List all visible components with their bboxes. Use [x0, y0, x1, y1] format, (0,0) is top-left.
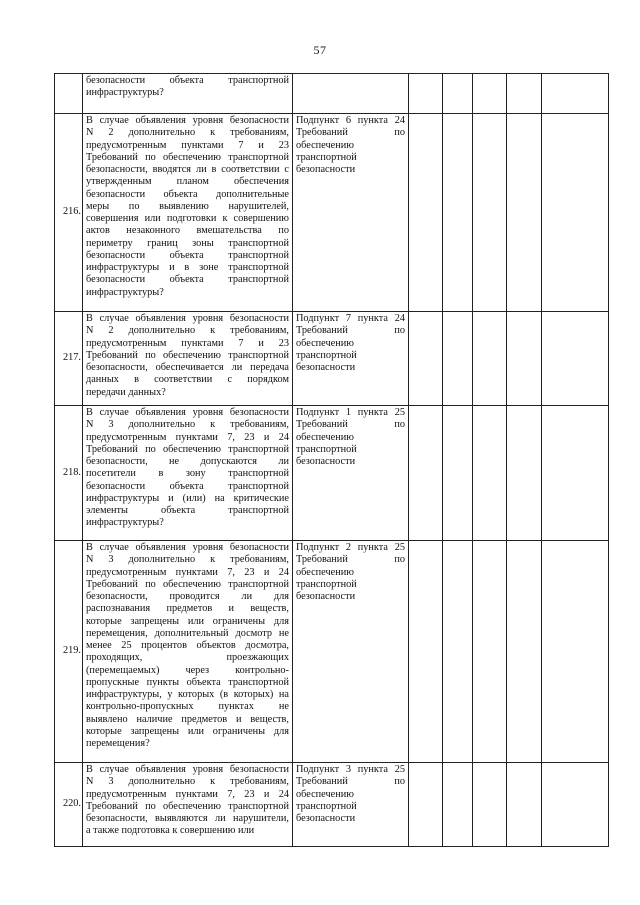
question-line: инфраструктуры?: [86, 286, 164, 298]
answer-cell[interactable]: [507, 406, 542, 541]
page-number: 57: [313, 43, 327, 57]
question-line: N 2 дополнительно к требованиям,: [86, 127, 289, 139]
answer-cell[interactable]: [542, 312, 609, 406]
reference-line: Требований по: [296, 127, 405, 139]
question-line: В случае объявления уровня безопасности: [86, 115, 289, 126]
question-line: элементы объекта транспортной: [86, 505, 289, 516]
answer-cell[interactable]: [473, 406, 507, 541]
question-line: распознавания предметов и веществ,: [86, 603, 289, 615]
question-line: N 3 дополнительно к требованиям,: [86, 554, 289, 566]
checklist-table: [54, 73, 609, 847]
question-line: менее 25 процентов объектов досмотра,: [86, 640, 289, 651]
question-line: В случае объявления уровня безопасности: [86, 407, 289, 418]
row-number: 219.: [55, 541, 83, 763]
row-number: [55, 74, 83, 114]
question-line: данных в соответствии с порядком: [86, 374, 289, 386]
reference-cell: [293, 763, 409, 847]
table-row: [55, 406, 609, 541]
question-line: предусмотренным пунктами 7 и 23: [86, 337, 289, 349]
row-number: 220.: [55, 763, 83, 847]
reference-line: Требований по: [296, 419, 405, 431]
reference-cell: [293, 114, 409, 312]
reference-line: транспортной: [296, 349, 357, 361]
answer-cell[interactable]: [542, 541, 609, 763]
table-row: [55, 312, 609, 406]
question-line: проходящих, проезжающих: [86, 652, 289, 664]
row-number: 216.: [55, 114, 83, 312]
reference-line: обеспечению: [296, 337, 354, 349]
question-line: Требований по обеспечению транспортной: [86, 443, 289, 455]
question-line: инфраструктуры?: [86, 87, 164, 99]
row-number: 217.: [55, 312, 83, 406]
answer-cell[interactable]: [473, 541, 507, 763]
answer-cell[interactable]: [507, 312, 542, 406]
answer-cell[interactable]: [542, 406, 609, 541]
reference-line: Подпункт 7 пункта 24: [296, 313, 405, 324]
question-line: Требований по обеспечению транспортной: [86, 800, 289, 812]
question-line: которые запрещены или ограничены для: [86, 725, 289, 737]
table-row: [55, 74, 609, 114]
question-line: предусмотренным пунктами 7, 23 и 24: [86, 566, 289, 578]
answer-cell[interactable]: [542, 114, 609, 312]
reference-line: безопасности: [296, 591, 356, 602]
reference-line: Подпункт 1 пункта 25: [296, 407, 405, 418]
answer-cell[interactable]: [443, 114, 473, 312]
row-number: 218.: [55, 406, 83, 541]
question-line: В случае объявления уровня безопасности: [86, 764, 289, 775]
reference-line: обеспечению: [296, 139, 354, 151]
reference-cell: [293, 406, 409, 541]
answer-cell[interactable]: [409, 541, 443, 763]
question-line: контрольно-пропускных пунктах не: [86, 701, 289, 713]
answer-cell[interactable]: [542, 763, 609, 847]
reference-cell: [293, 312, 409, 406]
question-line: утвержденным планом обеспечения: [86, 176, 289, 188]
question-line: которые запрещены или ограничены для: [86, 615, 289, 627]
reference-line: Требований по: [296, 325, 405, 337]
question-line: безопасности объекта транспортной: [86, 480, 289, 492]
reference-line: Требований по: [296, 554, 405, 566]
question-line: предусмотренным пунктами 7, 23 и 24: [86, 788, 289, 800]
question-line: перемещения, дополнительный досмотр не: [86, 627, 289, 639]
question-line: меры по выявлению нарушителей,: [86, 200, 289, 212]
reference-line: Подпункт 3 пункта 25: [296, 764, 405, 775]
question-line: N 3 дополнительно к требованиям,: [86, 419, 289, 431]
question-line: N 3 дополнительно к требованиям,: [86, 776, 289, 788]
table-row: [55, 541, 609, 763]
answer-cell[interactable]: [443, 406, 473, 541]
answer-cell[interactable]: [443, 763, 473, 847]
question-line: предусмотренным пунктами 7 и 23: [86, 139, 289, 151]
answer-cell[interactable]: [542, 74, 609, 114]
question-line: В случае объявления уровня безопасности: [86, 542, 289, 553]
question-line: Требований по обеспечению транспортной: [86, 151, 289, 163]
question-line: инфраструктуры и (или) на критические: [86, 492, 289, 504]
question-cell: [83, 406, 293, 541]
answer-cell[interactable]: [473, 74, 507, 114]
reference-line: транспортной: [296, 443, 357, 455]
question-line: Требований по обеспечению транспортной: [86, 349, 289, 361]
reference-line: безопасности: [296, 362, 356, 373]
question-line: перемещения?: [86, 738, 150, 749]
question-line: безопасности объекта транспортной: [86, 75, 289, 86]
question-cell: [83, 312, 293, 406]
reference-line: Подпункт 2 пункта 25: [296, 542, 405, 553]
answer-cell[interactable]: [507, 763, 542, 847]
question-line: совершения или подготовки к совершению: [86, 213, 289, 224]
answer-cell[interactable]: [409, 406, 443, 541]
reference-line: обеспечению: [296, 431, 354, 443]
reference-line: транспортной: [296, 800, 357, 812]
question-line: безопасности объекта транспортной: [86, 274, 289, 286]
table-row: [55, 763, 609, 847]
answer-cell[interactable]: [507, 114, 542, 312]
question-line: а также подготовка к совершению или: [86, 825, 255, 837]
question-line: выявлено наличие предметов и веществ,: [86, 713, 289, 725]
answer-cell[interactable]: [443, 74, 473, 114]
question-line: периметру границ зоны транспортной: [86, 237, 289, 249]
reference-line: безопасности: [296, 164, 356, 175]
question-cell: [83, 541, 293, 763]
question-line: (перемещаемых) через контрольно-: [86, 664, 289, 676]
question-cell: [83, 74, 293, 114]
answer-cell[interactable]: [507, 541, 542, 763]
answer-cell[interactable]: [473, 763, 507, 847]
question-line: безопасности, вводятся ли в соответствии с: [86, 164, 289, 175]
question-line: предусмотренным пунктами 7, 23 и 24: [86, 431, 289, 443]
reference-line: обеспечению: [296, 566, 354, 578]
question-line: N 2 дополнительно к требованиям,: [86, 325, 289, 337]
question-line: безопасности, обеспечивается ли передача: [86, 362, 289, 373]
question-line: пропускные пункты объекта транспортной: [86, 676, 289, 688]
question-cell: [83, 114, 293, 312]
answer-cell[interactable]: [409, 74, 443, 114]
reference-line: транспортной: [296, 151, 357, 163]
reference-line: транспортной: [296, 578, 357, 590]
question-line: В случае объявления уровня безопасности: [86, 313, 289, 324]
question-line: актов незаконного вмешательства по: [86, 225, 289, 237]
question-line: инфраструктуры, у которых (в которых) на: [86, 689, 289, 700]
answer-cell[interactable]: [473, 312, 507, 406]
question-line: Требований по обеспечению транспортной: [86, 578, 289, 590]
answer-cell[interactable]: [409, 763, 443, 847]
question-line: безопасности объекта дополнительные: [86, 188, 289, 200]
question-line: безопасности, выявляются ли нарушители,: [86, 813, 289, 824]
reference-line: Требований по: [296, 776, 405, 788]
answer-cell[interactable]: [409, 312, 443, 406]
question-line: инфраструктуры?: [86, 517, 164, 529]
question-line: безопасности, не допускаются ли: [86, 456, 289, 467]
answer-cell[interactable]: [473, 114, 507, 312]
question-line: безопасности объекта транспортной: [86, 249, 289, 261]
answer-cell[interactable]: [409, 114, 443, 312]
reference-line: Подпункт 6 пункта 24: [296, 115, 405, 126]
reference-cell: [293, 74, 409, 114]
answer-cell[interactable]: [507, 74, 542, 114]
question-line: безопасности, проводится ли для: [86, 591, 289, 602]
reference-line: обеспечению: [296, 788, 354, 800]
answer-cell[interactable]: [443, 312, 473, 406]
reference-line: безопасности: [296, 456, 356, 467]
reference-line: безопасности: [296, 813, 356, 824]
table-row: [55, 114, 609, 312]
question-line: передачи данных?: [86, 386, 166, 398]
answer-cell[interactable]: [443, 541, 473, 763]
question-line: посетители в зону транспортной: [86, 468, 289, 480]
question-cell: [83, 763, 293, 847]
reference-cell: [293, 541, 409, 763]
question-line: инфраструктуры и в зоне транспортной: [86, 262, 289, 273]
